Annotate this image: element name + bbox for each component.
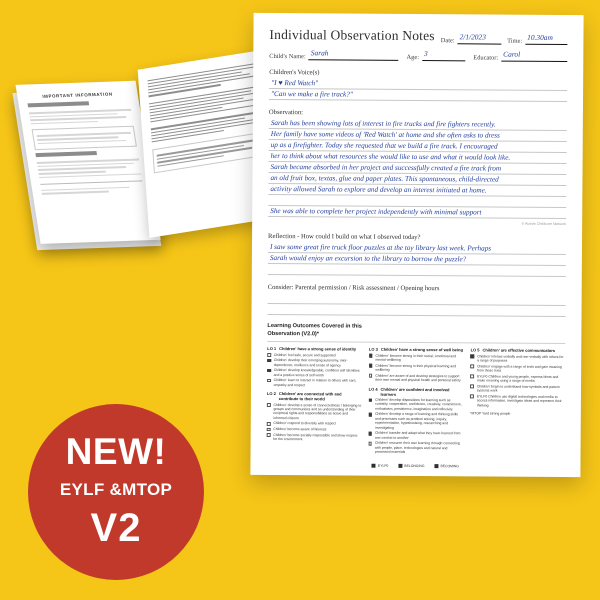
reflection-line[interactable]: I saw some great fire truck floor puzzles at the toy library last week. Perhaps <box>268 242 566 255</box>
outcome-code: LO 3 <box>368 346 378 352</box>
booklet-heading-bar <box>28 101 90 107</box>
outcomes-column <box>470 347 565 459</box>
outcome-item-label: Children' become strong in their social, emotional and mental wellbeing <box>375 353 457 362</box>
date-input[interactable]: 2/1/2023 <box>458 32 502 44</box>
outcome-item-label: EYLF0 Children use digital technologies and media to access information, investigate ideas and represent their thinking <box>476 394 562 408</box>
outcome-checkbox[interactable] <box>267 359 271 363</box>
outcome-item-label: Children' develop a sense of connectedness / belonging to groups and communities and an understanding of their reciprocal rights and responsibilities as active and informed citizens <box>273 402 362 421</box>
outcome-checkbox[interactable] <box>470 365 474 369</box>
consider-label: Consider: Parental permission / Risk assessment / Opening hours <box>267 283 440 293</box>
outcome-item[interactable] <box>369 373 464 383</box>
outcome-item[interactable] <box>369 398 464 412</box>
new-version-badge <box>28 404 204 580</box>
outcome-item-label: Children' develop their emerging autonomy, inter-dependence, resilience and sense of agency <box>273 358 348 368</box>
legend-label: BELONGING <box>404 463 425 468</box>
outcome-code: LO 1 <box>267 346 277 352</box>
outcome-item-label: Children' develop knowledgeable, confident self identities and a positive sense of self worth <box>273 368 360 378</box>
reflection-label: Reflection - How could I build on what I observed today? <box>268 232 421 242</box>
booklet-footer <box>40 181 144 195</box>
outcome-item-label: Children' learn to interact in relation to others with care, empathy and respect <box>273 378 357 387</box>
observation-line[interactable]: Her family have some videos of 'Red Watch' at home and she often asks to dress <box>269 129 567 142</box>
outcome-item[interactable] <box>267 403 362 421</box>
reflection-line[interactable]: Sarah would enjoy an excursion to the library to borrow the puzzle? <box>268 253 566 266</box>
outcome-item-label: Children' respond to diversity with respect <box>273 421 337 426</box>
outcome-item[interactable] <box>470 384 565 394</box>
child-info-row <box>269 48 567 62</box>
booklet-text-block <box>37 159 142 178</box>
outcome-item[interactable] <box>368 431 463 441</box>
consider-lines <box>268 293 566 317</box>
outcome-item[interactable] <box>267 433 362 443</box>
educator-field-group <box>473 49 567 62</box>
outcome-checkbox[interactable] <box>267 353 271 357</box>
date-label: Date: <box>440 37 455 45</box>
date-field-group <box>441 32 501 44</box>
outcome-group <box>470 347 565 408</box>
legend-swatch <box>398 464 402 468</box>
outcome-group <box>267 346 362 388</box>
reflection-lines <box>268 242 566 277</box>
outcome-checkbox[interactable] <box>368 442 372 446</box>
age-input[interactable]: 3 <box>422 49 465 61</box>
time-field-group <box>507 33 567 45</box>
outcome-item[interactable] <box>470 394 565 408</box>
legend-item <box>398 464 424 468</box>
outcome-item-label: Children' engage with a range of texts and gain meaning from these texts <box>477 364 562 373</box>
booklet-line <box>38 140 127 145</box>
booklet-box <box>32 126 137 150</box>
outcome-item-label: Children' feel safe, secure and supported <box>273 352 336 358</box>
child-name-input[interactable]: Sarah <box>309 48 399 61</box>
outcome-item[interactable] <box>470 364 565 374</box>
childrens-voices-lines <box>269 78 567 102</box>
booklet-title: IMPORTANT INFORMATION <box>41 91 114 99</box>
booklet-line <box>41 187 129 191</box>
time-label: Time: <box>507 37 523 45</box>
outcome-group-title <box>369 347 464 353</box>
copyright-notice: © Aussie Childcare Network <box>521 221 567 227</box>
observation-line[interactable]: Sarah has been showing lots of interest in fire trucks and fire fighters recently. <box>269 118 567 131</box>
outcome-group <box>368 386 463 455</box>
outcome-checkbox[interactable] <box>369 374 373 378</box>
observation-notes-document <box>250 13 583 477</box>
child-name-label: Child's Name: <box>269 52 306 61</box>
educator-label: Educator: <box>473 54 499 62</box>
booklet-heading-bar <box>35 151 97 157</box>
outcome-name: Children' are confident and involved learners <box>380 386 450 397</box>
outcome-item-label: Children' interact verbally and non-verbally with others for a range of purposes <box>477 354 564 363</box>
outcome-item[interactable] <box>267 358 362 368</box>
outcome-group-title <box>267 391 362 402</box>
observation-line[interactable]: her to think about what resources she would like to use and what it would look like. <box>269 151 567 164</box>
outcome-checkbox[interactable] <box>369 354 373 358</box>
outcome-item[interactable] <box>267 421 362 426</box>
outcome-item[interactable] <box>267 353 362 358</box>
booklet-page-left <box>16 81 161 244</box>
legend-label: EYLF0 <box>377 463 389 468</box>
observation-lines <box>268 118 567 219</box>
time-input[interactable]: 10.30am <box>525 33 567 45</box>
outcome-checkbox[interactable] <box>267 422 271 426</box>
voice-line[interactable]: "Can we make a fire track?" <box>269 89 567 102</box>
legend-item <box>434 464 458 468</box>
outcome-item-label: EYLF0 Children and young people, express ideas and make meaning using a range of media <box>476 374 559 383</box>
booklet-line <box>31 121 99 125</box>
consider-line[interactable] <box>268 304 566 317</box>
outcome-item[interactable] <box>369 363 464 373</box>
outcome-checkbox[interactable] <box>267 428 271 432</box>
outcome-group <box>267 391 362 442</box>
outcome-checkbox[interactable] <box>470 375 474 379</box>
outcome-item-label: Children' begin to understand how symbols and pattern systems work <box>476 384 560 393</box>
booklet-text-block <box>29 109 133 125</box>
childrens-voices-label: Children's Voice(s) <box>269 68 320 77</box>
outcome-item[interactable] <box>369 353 464 363</box>
learning-outcomes-grid <box>267 341 566 460</box>
background-booklet <box>18 46 278 270</box>
outcome-checkbox[interactable] <box>471 355 475 359</box>
booklet-line <box>42 191 110 195</box>
outcomes-legend <box>266 463 564 469</box>
child-name-field-group <box>269 48 398 61</box>
outcomes-column <box>368 347 463 459</box>
badge-new-label: NEW! <box>65 431 167 472</box>
outcome-checkbox[interactable] <box>267 403 271 407</box>
outcome-item-label: Children' become socially responsible and show respect for the environment <box>273 432 358 442</box>
age-label: Age: <box>406 53 420 62</box>
booklet-line <box>38 166 126 171</box>
voice-line[interactable]: "I ♥ Red Watch" <box>269 78 567 91</box>
outcome-name: Children' are effective communicators <box>482 347 556 354</box>
outcome-checkbox[interactable] <box>267 433 271 437</box>
outcome-group-title <box>267 346 362 352</box>
outcome-group-title <box>369 386 464 397</box>
outcomes-footnote: *MTOP Yard strong people <box>470 411 511 416</box>
outcome-item-label: Children' resource their own learning through connecting with people, place, technologies and natural and processed materials <box>374 441 460 455</box>
outcome-item[interactable] <box>368 412 463 430</box>
page-title: Individual Observation Notes <box>269 26 435 44</box>
age-field-group <box>407 49 466 61</box>
outcome-item[interactable] <box>267 427 362 432</box>
outcome-code: LO 2 <box>266 391 276 397</box>
outcome-item[interactable] <box>471 354 566 364</box>
outcome-item[interactable] <box>470 374 565 384</box>
outcome-item[interactable] <box>368 441 463 455</box>
observation-line[interactable]: Sarah became absorbed in her project and successfully created a fire track from <box>268 162 566 175</box>
outcome-checkbox[interactable] <box>368 432 372 436</box>
outcome-checkbox[interactable] <box>267 379 271 383</box>
outcomes-column <box>267 346 362 458</box>
outcome-item-label: Children' develop dispositions for learning such as curiosity, cooperation, confidence, creativity, commitment, enthusiasm, persistence, imagination and reflexivity <box>375 397 462 412</box>
outcome-checkbox[interactable] <box>369 364 373 368</box>
outcome-code: LO 5 <box>470 347 480 353</box>
observation-line[interactable]: up as a firefighter. Today she requested that we build a fire track. I encouraged <box>269 140 567 153</box>
legend-swatch <box>434 464 438 468</box>
outcome-name: Children' are connected with and contribute to their world <box>278 391 342 402</box>
legend-label: BECOMING <box>440 463 459 468</box>
badge-subtitle: EYLF &MTOP <box>59 480 173 499</box>
document-header-row <box>269 27 567 45</box>
educator-input[interactable]: Carol <box>501 50 567 62</box>
outcome-item-label: Children' become strong in their physical learning and wellbeing <box>375 363 456 372</box>
outcome-item-label: Children' become aware of fairness <box>273 427 327 432</box>
outcomes-heading: Learning Outcomes Covered in this Observation (V2.0)* <box>267 322 362 337</box>
outcome-item-label: Children' transfer and adapt what they have learned from one context to another <box>374 431 461 440</box>
outcome-checkbox[interactable] <box>470 385 474 389</box>
outcome-checkbox[interactable] <box>369 398 373 402</box>
outcome-group-title <box>471 347 566 353</box>
badge-version: V2 <box>90 506 142 550</box>
outcome-checkbox[interactable] <box>470 395 474 399</box>
outcome-item[interactable] <box>267 378 362 388</box>
outcome-group <box>369 347 464 383</box>
observation-label: Observation: <box>268 108 304 117</box>
outcome-item-label: Children' are aware of and develop strategies to support their own mental and physical health and personal safety <box>375 373 461 383</box>
outcome-checkbox[interactable] <box>368 413 372 417</box>
observation-line[interactable]: activity allowed Sarah to explore and develop an interest initiated at home. <box>268 184 566 197</box>
outcome-checkbox[interactable] <box>267 369 271 373</box>
outcome-code: LO 4 <box>368 386 378 392</box>
reflection-line[interactable] <box>268 264 566 277</box>
legend-item <box>372 463 388 467</box>
observation-line[interactable]: She was able to complete her project independently with minimal support <box>268 206 566 219</box>
observation-line[interactable]: an old fruit box, textas, glue and paper plates. This spontaneous, child-directed <box>268 173 566 186</box>
outcome-item[interactable] <box>267 368 362 378</box>
outcome-name: Children' have a strong sense of well being <box>380 346 463 353</box>
outcome-item-label: Children' develop a range of learning and thinking skills and processes such as problem solving, inquiry, experimentation, hypothesising, researching and investigating <box>374 412 458 430</box>
legend-swatch <box>372 463 376 467</box>
outcome-name: Children' have a strong sense of identity <box>279 346 357 352</box>
